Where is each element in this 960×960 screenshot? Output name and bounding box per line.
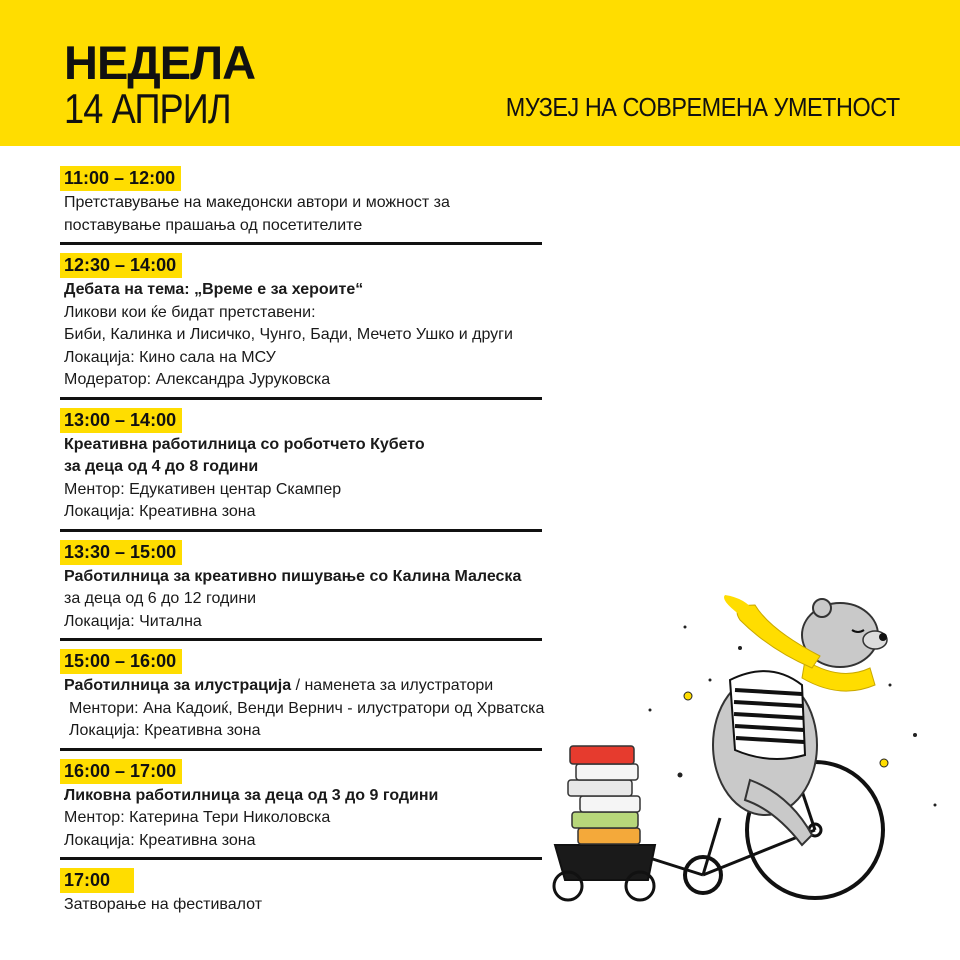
divider (60, 748, 542, 751)
event-line: Претставување на македонски автори и можност за (64, 194, 450, 211)
divider (60, 638, 542, 641)
event-title: Работилница за илустрација (64, 677, 292, 694)
books-stack-icon (568, 746, 640, 844)
event-title: Дебата на тема: „Време е за хероите“ (64, 281, 364, 298)
divider (60, 857, 542, 860)
event-time: 15:00 – 16:00 (60, 649, 182, 674)
event-title-line2: за деца од 4 до 8 години (64, 458, 259, 475)
event-line: Биби, Калинка и Лисичко, Чунго, Бади, Мечето Ушко и други (64, 326, 513, 343)
bear-bicycle-illustration (540, 590, 960, 920)
event-line: Ментори: Ана Кадоиќ, Венди Вернич - илустратори од Хрватска (69, 699, 545, 717)
event-block (60, 759, 542, 861)
day-title: НЕДЕЛА (64, 36, 256, 89)
date-title: 14 АПРИЛ (64, 85, 231, 132)
event-line: Локација: Кино сала на МСУ (64, 348, 276, 366)
divider (60, 529, 542, 532)
event-title: Креативна работилница со роботчето Кубето (64, 435, 425, 453)
event-line: Затворање на фестивалот (64, 896, 263, 913)
event-line: Локација: Креативна зона (64, 503, 256, 520)
event-time: 12:30 – 14:00 (60, 253, 182, 278)
header-banner (0, 0, 960, 146)
bear (713, 595, 887, 845)
event-line: за деца од 6 до 12 години (64, 590, 257, 607)
event-line: Локација: Креативна зона (64, 831, 256, 849)
event-line: Ликови кои ќе бидат претставени: (64, 303, 316, 321)
event-block (60, 649, 545, 751)
event-line: Локација: Креативна зона (69, 722, 261, 739)
event-time: 16:00 – 17:00 (60, 759, 182, 784)
event-line: Модератор: Александра Јуруковска (64, 371, 331, 388)
schedule-list (60, 166, 545, 917)
event-title-suffix: / наменета за илустратори (291, 677, 494, 694)
event-time: 13:30 – 15:00 (60, 540, 182, 565)
book-trailer (554, 746, 655, 900)
event-time: 11:00 – 12:00 (60, 166, 181, 191)
divider (60, 397, 542, 400)
event-line: Ментор: Едукативен центар Скампер (64, 480, 342, 498)
event-line: Локација: Читална (64, 612, 202, 630)
event-time: 17:00 (60, 868, 134, 893)
event-line: поставување прашања од посетителите (64, 216, 363, 234)
event-title: Ликовна работилница за деца од 3 до 9 години (64, 786, 439, 804)
event-time: 13:00 – 14:00 (60, 408, 182, 433)
event-title: Работилница за креативно пишување со Калина Малеска (64, 567, 522, 585)
event-block (60, 868, 542, 917)
event-block (60, 540, 542, 642)
venue-title: МУЗЕЈ НА СОВРЕМЕНА УМЕТНОСТ (506, 92, 900, 122)
event-title-row (60, 675, 542, 698)
event-block (60, 166, 542, 245)
event-block (60, 253, 542, 400)
divider (60, 242, 542, 245)
event-line: Ментор: Катерина Тери Николовска (64, 809, 331, 826)
event-block (60, 408, 542, 532)
